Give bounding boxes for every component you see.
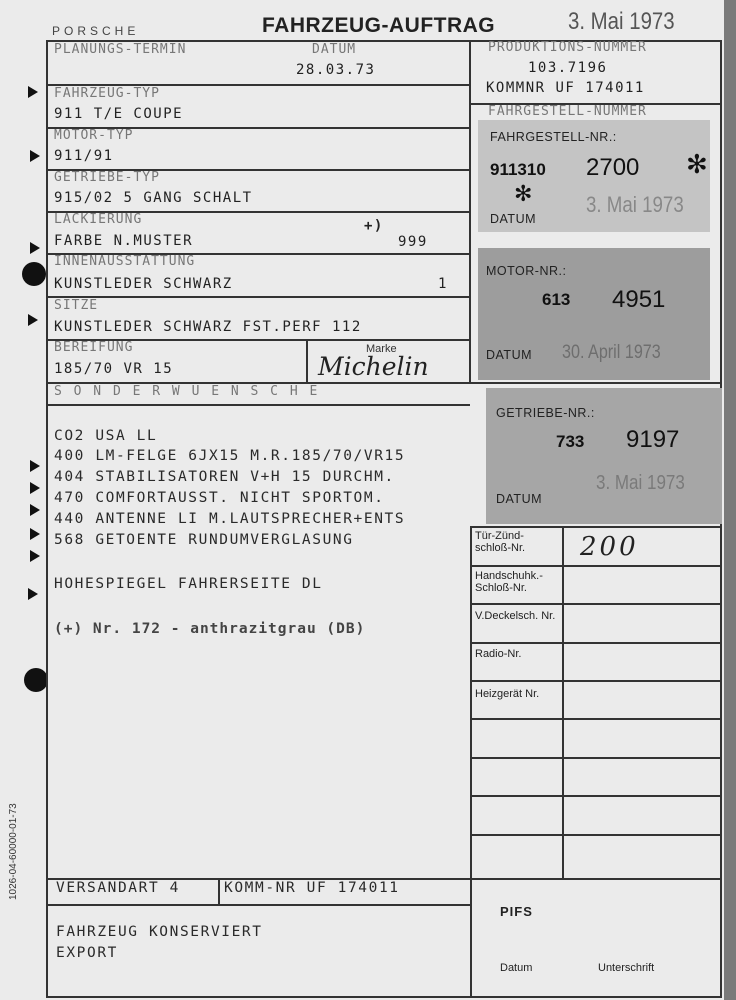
motor-nr-prefix: 613 xyxy=(542,290,571,309)
edge-mark xyxy=(30,482,40,494)
fahrgestell-nr-number: 2700 xyxy=(586,154,640,181)
footer-unterschrift-label: Unterschrift xyxy=(598,962,655,974)
marke-value: Michelin xyxy=(318,352,429,381)
getriebe-sticker xyxy=(486,388,722,524)
komm-nr-value: KOMMNR UF 174011 xyxy=(486,80,645,96)
fahrgestell-sticker xyxy=(478,120,710,232)
option-line: 440 ANTENNE LI M.LAUTSPRECHER+ENTS xyxy=(54,511,406,527)
footer-datum-label: Datum xyxy=(500,962,533,974)
innenausstattung-label: INNENAUSSTATTUNG xyxy=(54,254,196,269)
fahrgestell-nummer-label: FAHRGESTELL-NUMMER xyxy=(488,104,647,119)
motor-nr-label: MOTOR-NR.: xyxy=(486,264,567,278)
innenausstattung-value: KUNSTLEDER SCHWARZ xyxy=(54,276,233,292)
fahrzeug-typ-value: 911 T/E COUPE xyxy=(54,106,184,122)
getriebe-nr-label: GETRIEBE-NR.: xyxy=(496,406,595,420)
edge-mark xyxy=(28,588,38,600)
getriebe-typ-value: 915/02 5 GANG SCHALT xyxy=(54,190,253,206)
planungs-termin-label: PLANUNGS-TERMIN xyxy=(54,42,187,57)
tuer-zuendschloss-label: Tür-Zünd-schloß-Nr. xyxy=(475,530,526,554)
bereifung-label: BEREIFUNG xyxy=(54,340,134,355)
edge-mark xyxy=(30,242,40,254)
datum-value: 28.03.73 xyxy=(296,62,376,78)
asterisk-icon: ✻ xyxy=(514,182,533,207)
grid-line xyxy=(306,339,308,382)
option-line: 404 STABILISATOREN V+H 15 DURCHM. xyxy=(54,469,395,485)
motor-datum-stamp: 30. April 1973 xyxy=(562,342,661,363)
grid-line xyxy=(470,526,472,998)
punch-hole xyxy=(24,668,48,692)
tuer-zuendschloss-value: 200 xyxy=(580,532,639,562)
getriebe-typ-label: GETRIEBE-TYP xyxy=(54,170,160,185)
edge-mark xyxy=(30,150,40,162)
grid-line xyxy=(470,526,722,528)
edge-mark xyxy=(30,528,40,540)
footer-line-2: EXPORT xyxy=(56,945,118,961)
edge-mark xyxy=(28,86,38,98)
grid-line xyxy=(470,603,722,605)
fahrzeug-typ-label: FAHRZEUG-TYP xyxy=(54,86,160,101)
color-note: (+) Nr. 172 - anthrazitgrau (DB) xyxy=(54,621,366,637)
motor-nr-number: 4951 xyxy=(612,286,666,313)
grid-line xyxy=(469,40,471,382)
fahrgestell-nr-label: FAHRGESTELL-NR.: xyxy=(490,130,617,144)
grid-line xyxy=(46,296,470,298)
grid-line xyxy=(470,565,722,567)
asterisk-icon: ✻ xyxy=(686,150,708,180)
grid-line xyxy=(470,757,722,759)
grid-line xyxy=(470,878,722,880)
edge-mark xyxy=(30,460,40,472)
getriebe-nr-number: 9197 xyxy=(626,426,680,453)
getriebe-datum-label: DATUM xyxy=(496,492,543,506)
datum-label: DATUM xyxy=(312,42,357,57)
fahrgestell-datum-label: DATUM xyxy=(490,212,537,226)
option-line: 400 LM-FELGE 6JX15 M.R.185/70/VR15 xyxy=(54,448,406,464)
punch-hole xyxy=(22,262,46,286)
radio-nr-label: Radio-Nr. xyxy=(475,648,522,660)
lackierung-code: 999 xyxy=(398,234,428,250)
heizgeraet-label: Heizgerät Nr. xyxy=(475,688,540,700)
motor-sticker xyxy=(478,248,710,380)
grid-line xyxy=(470,642,722,644)
footer-line-1: FAHRZEUG KONSERVIERT xyxy=(56,924,263,940)
grid-line xyxy=(46,40,48,998)
innenausstattung-code: 1 xyxy=(438,276,448,292)
lackierung-label: LACKIERUNG xyxy=(54,212,143,227)
option-line: 568 GETOENTE RUNDUMVERGLASUNG xyxy=(54,532,354,548)
motor-typ-value: 911/91 xyxy=(54,148,114,164)
marke-label: Marke xyxy=(366,343,397,355)
grid-line xyxy=(218,878,220,906)
form-title: FAHRZEUG-AUFTRAG xyxy=(262,14,496,37)
sitze-value: KUNSTLEDER SCHWARZ FST.PERF 112 xyxy=(54,319,362,335)
grid-line xyxy=(562,526,564,878)
getriebe-datum-stamp: 3. Mai 1973 xyxy=(596,472,685,494)
sonderwuensche-label: S O N D E R W U E N S C H E xyxy=(54,384,320,399)
grid-line xyxy=(470,834,722,836)
motor-datum-label: DATUM xyxy=(486,348,533,362)
getriebe-nr-prefix: 733 xyxy=(556,432,585,451)
edge-mark xyxy=(30,504,40,516)
grid-line xyxy=(46,404,470,406)
motor-typ-label: MOTOR-TYP xyxy=(54,128,134,143)
versandart-value: VERSANDART 4 xyxy=(56,880,180,896)
footer-komm-nr: KOMM-NR UF 174011 xyxy=(224,880,400,896)
form-code: 1026-04-60000-01-73 xyxy=(8,803,19,900)
sitze-label: SITZE xyxy=(54,298,99,313)
handschuhk-schloss-label: Handschuhk.-Schloß-Nr. xyxy=(475,570,543,594)
produktions-nummer-label: PRODUKTIONS-NUMMER xyxy=(488,40,647,55)
option-line: CO2 USA LL xyxy=(54,428,158,444)
title-date-stamp: 3. Mai 1973 xyxy=(568,8,675,35)
extra-option-line: HOHESPIEGEL FAHRERSEITE DL xyxy=(54,576,323,592)
grid-line xyxy=(470,718,722,720)
produktions-nummer-value: 103.7196 xyxy=(528,60,608,76)
fahrgestell-datum-stamp: 3. Mai 1973 xyxy=(586,192,684,217)
edge-mark xyxy=(30,550,40,562)
bereifung-value: 185/70 VR 15 xyxy=(54,361,174,377)
v-deckelsch-label: V.Deckelsch. Nr. xyxy=(475,610,556,622)
grid-line xyxy=(470,680,722,682)
brand-logo: PORSCHE xyxy=(52,24,140,38)
option-line: 470 COMFORTAUSST. NICHT SPORTOM. xyxy=(54,490,385,506)
edge-mark xyxy=(28,314,38,326)
pifs-label: PIFS xyxy=(500,904,533,919)
grid-line xyxy=(46,904,470,906)
grid-line xyxy=(470,795,722,797)
fahrgestell-nr-prefix: 911310 xyxy=(490,160,546,179)
lackierung-mark: +) xyxy=(364,218,384,234)
lackierung-value: FARBE N.MUSTER xyxy=(54,233,194,249)
grid-line xyxy=(46,996,722,998)
